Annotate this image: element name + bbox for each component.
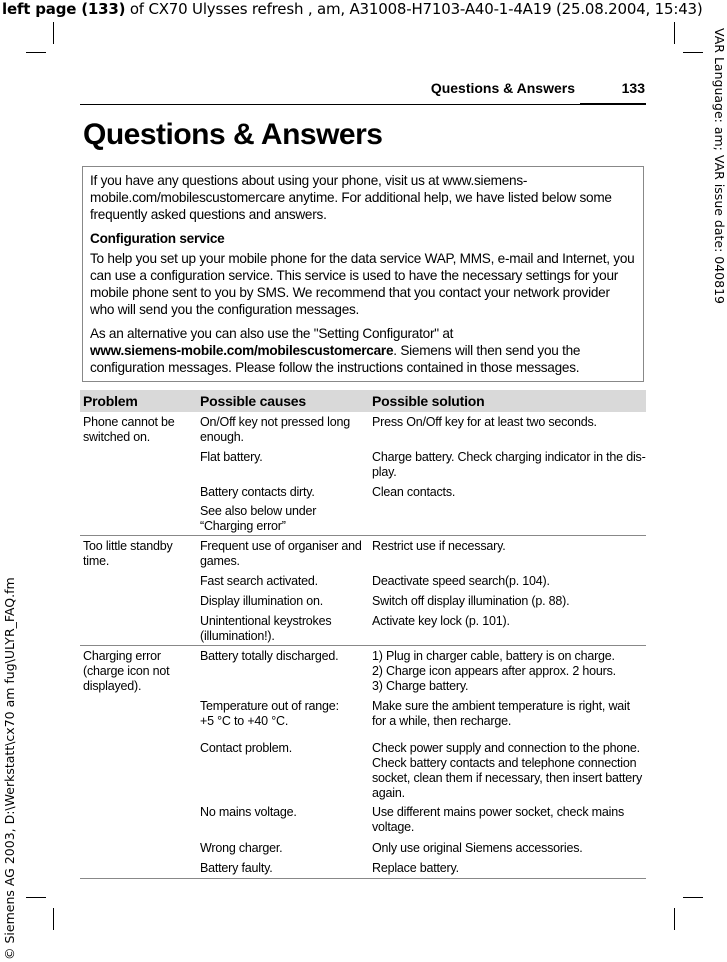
customer-care-link: www.siemens-mobile.com/mobilescustomercare [90, 343, 394, 358]
crop-mark [674, 22, 675, 44]
problem-cell: Phone cannot be switched on. [83, 415, 175, 444]
header-causes: Possible causes [200, 392, 306, 409]
table-row [196, 447, 646, 482]
crop-mark [683, 897, 703, 898]
header-solution: Possible solution [372, 392, 485, 409]
crop-mark [26, 52, 46, 53]
crop-mark [53, 908, 54, 930]
problem-cell: Too little standby time. [83, 539, 173, 568]
page-title: Questions & Answers [83, 118, 383, 151]
solution-cell: Use different mains power socket, check mains voltage. [372, 805, 624, 834]
table-row [196, 858, 646, 878]
table-row [196, 482, 646, 501]
crop-mark [683, 52, 703, 53]
side-note-copyright: © Siemens AG 2003, D:\Werkstatt\cx70 am fug\ULYR_FAQ.fm [2, 577, 17, 960]
running-header-title: Questions & Answers [430, 80, 575, 96]
print-info-line [2, 0, 724, 18]
cause-cell: Wrong charger. [200, 841, 283, 855]
solution-cell: Activate key lock (p. 101). [372, 614, 510, 628]
cause-cell: Fast search activated. [200, 574, 318, 588]
cause-cell: Unintentional keystrokes (illumination!). [200, 614, 332, 643]
cause-cell: Battery faulty. [200, 861, 273, 875]
cause-cell: Battery contacts dirty. [200, 485, 315, 499]
cause-cell: No mains voltage. [200, 805, 297, 819]
cause-cell: On/Off key not pressed long enough. [200, 415, 351, 444]
solution-cell: Only use original Siemens accessories. [372, 841, 583, 855]
solution-cell: Charge battery. Check charging indicator in the dis-play. [372, 450, 646, 479]
table-row [196, 611, 646, 645]
solution-cell: Switch off display illumination (p. 88). [372, 594, 570, 608]
table-row [196, 412, 646, 447]
intro-box [82, 166, 644, 382]
table-row [196, 802, 646, 838]
solution-cell: Check power supply and connection to the phone. Check battery contacts and telephone connection socket, clean them if necessary, then insert battery again. [372, 741, 643, 800]
problem-group [80, 412, 646, 536]
crop-mark [674, 908, 675, 930]
header-problem: Problem [83, 392, 138, 409]
solution-cell: Deactivate speed search(p. 104). [372, 574, 550, 588]
solution-cell: Press On/Off key for at least two seconds. [372, 415, 597, 429]
table-row [196, 501, 646, 535]
problem-cell: Charging error (charge icon not displayed). [83, 649, 170, 693]
configurator-text-start: As an alternative you can also use the "Setting Configurator" at [90, 326, 454, 341]
table-row [196, 571, 646, 591]
intro-paragraph: If you have any questions about using your phone, visit us at www.siemens-mobile.com/mobilescustomercare anytime. For additional help, we have listed below some frequently asked questions and answers. [90, 173, 612, 222]
problem-group [80, 646, 646, 879]
configurator-paragraph [90, 325, 635, 376]
cause-cell: Temperature out of range: +5 °C to +40 °C. [200, 699, 339, 728]
config-paragraph: To help you set up your mobile phone for the data service WAP, MMS, e-mail and Internet, you can use a configuration service. This service is used to have the necessary settings for your mobile phone sent to you by SMS. We recommend that you contact your network provider who will send you the configuration messages. [90, 251, 635, 317]
table-row [196, 838, 646, 858]
cause-cell: Display illumination on. [200, 594, 324, 608]
print-info-details: of CX70 Ulysses refresh , am, A31008-H7103-A40-1-4A19 (25.08.2004, 15:43) [125, 0, 703, 18]
page-number: 133 [621, 80, 645, 96]
solution-cell: Restrict use if necessary. [372, 539, 506, 553]
faq-table [80, 390, 646, 879]
side-note-language: VAR Language: am; VAR issue date: 040819 [712, 28, 727, 304]
table-header [80, 390, 646, 412]
cause-cell: Flat battery. [200, 450, 263, 464]
cause-cell: Frequent use of organiser and games. [200, 539, 362, 568]
table-row [196, 696, 646, 738]
config-heading: Configuration service [90, 231, 225, 246]
solution-cell: Make sure the ambient temperature is right, wait for a while, then recharge. [372, 699, 630, 728]
crop-mark [53, 22, 54, 44]
table-row [196, 591, 646, 611]
solution-cell [372, 501, 646, 535]
print-info-page: left page (133) [2, 0, 126, 18]
cause-cell: See also below under “Charging error” [200, 504, 317, 533]
problem-group [80, 536, 646, 646]
table-body [80, 412, 646, 879]
configurator-text-end: . Siemens will then send you the configuration messages. Please follow the instructions contained in those messages. [90, 343, 581, 375]
solution-cell: Clean contacts. [372, 485, 456, 499]
solution-cell: 1) Plug in charger cable, battery is on charge. 2) Charge icon appears after approx. 2 hours. 3) Charge battery. [372, 649, 616, 693]
table-row [196, 646, 646, 696]
cause-cell: Contact problem. [200, 741, 292, 755]
crop-mark [26, 897, 46, 898]
table-row [196, 738, 646, 802]
header-rule-accent [580, 103, 646, 105]
cause-cell: Battery totally discharged. [200, 649, 339, 663]
header-rule [80, 104, 646, 105]
solution-cell: Replace battery. [372, 861, 459, 875]
table-row [196, 536, 646, 571]
